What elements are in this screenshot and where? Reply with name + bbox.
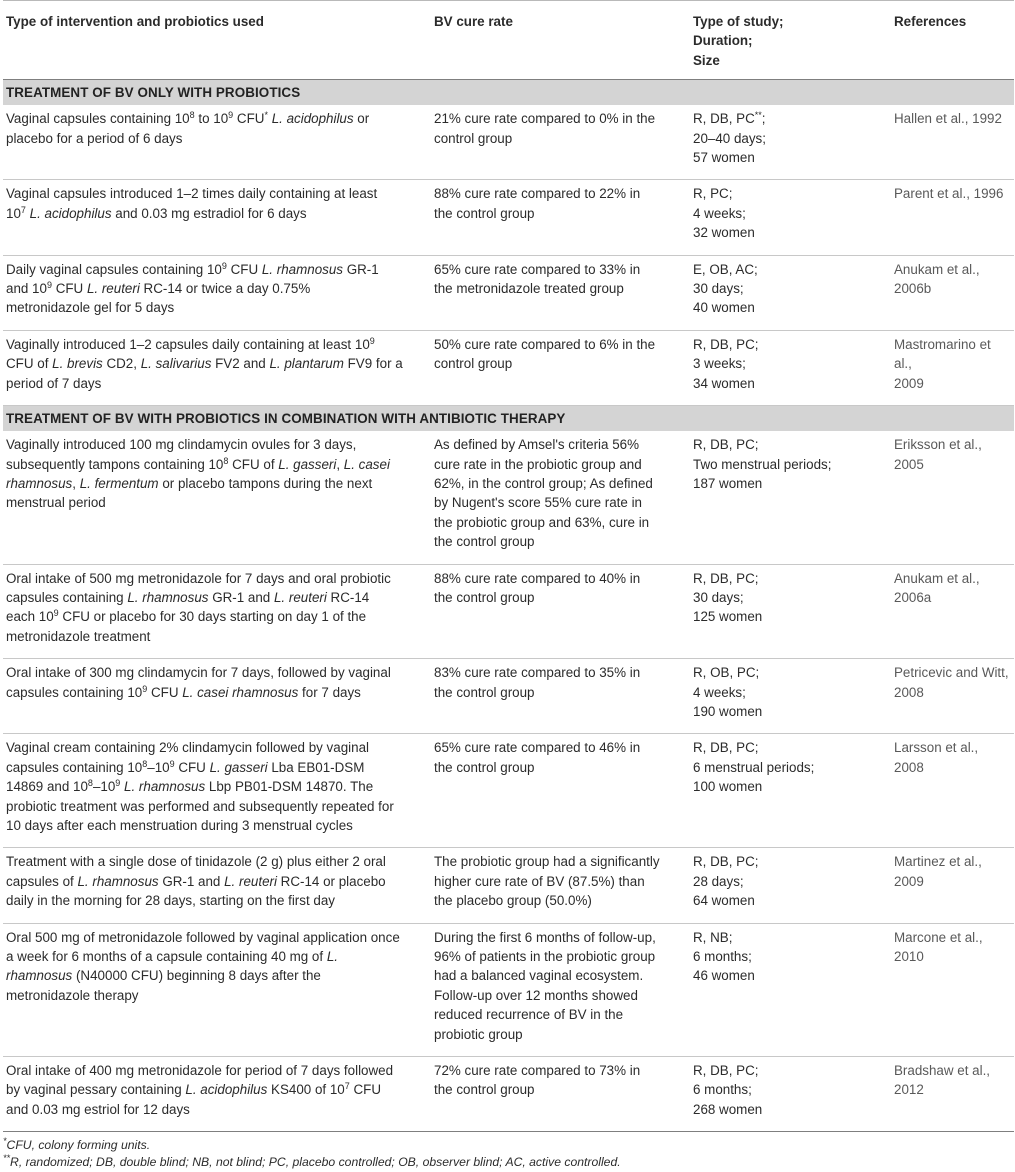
text-segment: Vaginal capsules containing 10 — [6, 111, 190, 127]
cure-line: 83% cure rate compared to 35% in — [434, 665, 641, 681]
text-segment: Lbp PB01-DSM 14870. The — [205, 779, 374, 795]
text-segment: Oral intake of 500 mg metronidazole for 7 days and oral probiotic — [6, 570, 391, 586]
study-cell — [690, 564, 891, 659]
study-line: R, DB, PC; — [693, 740, 759, 756]
cure-rate-cell — [431, 431, 690, 564]
text-segment: Vaginally introduced 1–2 capsules daily containing at least 10 — [6, 336, 370, 352]
reference-cell — [891, 180, 1014, 255]
section-title: TREATMENT OF BV WITH PROBIOTICS IN COMBINATION WITH ANTIBIOTIC THERAPY — [3, 406, 1014, 432]
text-line — [6, 109, 427, 128]
table-body — [3, 80, 1014, 1132]
text-line — [6, 928, 427, 947]
study-cell — [690, 330, 891, 405]
reference-line: Anukam et al., — [894, 570, 980, 586]
superscript: 8 — [87, 778, 93, 789]
cure-line: Follow-up over 12 months showed — [434, 987, 638, 1003]
table-row — [3, 848, 1014, 923]
header-references: References — [891, 1, 1014, 80]
text-segment: Oral 500 mg of metronidazole followed by vaginal application once — [6, 929, 400, 945]
text-line — [6, 986, 427, 1005]
study-line: R, OB, PC; — [693, 665, 760, 681]
text-segment: CD2, — [102, 356, 141, 372]
text-segment: CFU — [174, 759, 210, 775]
table-row — [3, 431, 1014, 564]
text-segment: , — [72, 475, 80, 491]
species-name: L. acidophilus — [185, 1082, 268, 1098]
text-segment: or — [353, 111, 370, 127]
reference-line: 2012 — [894, 1082, 924, 1098]
reference-line: 2008 — [894, 684, 924, 700]
superscript: 9 — [221, 260, 227, 271]
footnote-text: CFU, colony forming units. — [6, 1138, 151, 1153]
cure-rate-cell — [431, 848, 690, 923]
text-segment: capsules containing 10 — [6, 684, 143, 700]
species-name: L. reuteri — [224, 873, 277, 889]
text-segment: for 7 days — [298, 684, 361, 700]
study-cell — [690, 431, 891, 564]
study-cell — [690, 255, 891, 330]
cure-line: the placebo group (50.0%) — [434, 893, 592, 909]
intervention-cell — [3, 180, 431, 255]
text-line — [6, 569, 427, 588]
superscript: 9 — [53, 608, 59, 619]
probiotics-bv-table — [3, 0, 1014, 1132]
species-name: L. — [326, 949, 338, 965]
table-row — [3, 564, 1014, 659]
footnote-marker: ** — [3, 1153, 11, 1164]
text-line — [6, 1080, 427, 1099]
study-line: 125 women — [693, 609, 763, 625]
cure-line: reduced recurrence of BV in the — [434, 1007, 624, 1023]
text-line — [6, 627, 427, 646]
species-name: L. rhamnosus — [261, 261, 343, 277]
superscript: 7 — [20, 204, 26, 215]
text-line — [6, 474, 427, 493]
reference-line: Petricevic and Witt, — [894, 665, 1009, 681]
text-line — [6, 816, 427, 835]
study-line: R, DB, PC; — [693, 1063, 759, 1079]
study-line: 30 days; — [693, 281, 744, 297]
superscript: 9 — [228, 110, 234, 121]
reference-line: Bradshaw et al., — [894, 1063, 991, 1079]
species-name: rhamnosus — [6, 475, 73, 491]
text-segment: each 10 — [6, 609, 54, 625]
cure-rate-cell — [431, 564, 690, 659]
text-line — [6, 797, 427, 816]
intervention-cell — [3, 659, 431, 734]
text-segment: and 0.03 mg estriol for 12 days — [6, 1101, 190, 1117]
study-line: 6 menstrual periods; — [693, 759, 815, 775]
cure-line: 65% cure rate compared to 33% in — [434, 261, 641, 277]
text-line — [6, 184, 427, 203]
text-segment: placebo for a period of 6 days — [6, 130, 183, 146]
text-segment: and 10 — [6, 281, 47, 297]
cure-line: control group — [434, 130, 513, 146]
cure-line: The probiotic group had a significantly — [434, 854, 660, 870]
table-row — [3, 180, 1014, 255]
study-line: 46 women — [693, 968, 755, 984]
reference-line: Eriksson et al., 2005 — [894, 437, 982, 472]
cure-line: the metronidazole treated group — [434, 281, 624, 297]
text-segment: Treatment with a single dose of tinidazole (2 g) plus either 2 oral — [6, 854, 386, 870]
text-segment: GR-1 — [343, 261, 379, 277]
text-segment: 10 — [6, 205, 21, 221]
footnote — [3, 1137, 1014, 1154]
species-name: L. rhamnosus — [77, 873, 159, 889]
reference-line: 2006b — [894, 281, 932, 297]
cure-line: 96% of patients in the probiotic group — [434, 949, 656, 965]
text-segment: metronidazole therapy — [6, 987, 139, 1003]
reference-cell — [891, 431, 1014, 564]
study-line: R, NB; — [693, 929, 733, 945]
text-line — [6, 493, 427, 512]
text-segment: CFU — [233, 111, 265, 127]
reference-line: Mastromarino et al., — [894, 336, 991, 372]
cure-line: the control group — [434, 684, 535, 700]
table-header-row — [3, 1, 1014, 80]
study-line: 6 months; — [693, 949, 752, 965]
cure-line: 88% cure rate compared to 40% in — [434, 570, 641, 586]
study-cell — [690, 848, 891, 923]
text-line — [6, 852, 427, 871]
text-segment: Vaginal cream containing 2% clindamycin followed by vaginal — [6, 740, 369, 756]
text-segment: CFU — [349, 1082, 381, 1098]
table-row — [3, 734, 1014, 848]
text-line — [6, 204, 427, 223]
intervention-cell — [3, 105, 431, 180]
text-line — [6, 435, 427, 454]
text-line — [6, 758, 427, 777]
study-line: E, OB, AC; — [693, 261, 758, 277]
reference-cell — [891, 659, 1014, 734]
text-segment: Lba EB01-DSM — [267, 759, 365, 775]
study-line: 4 weeks; — [693, 684, 746, 700]
reference-line: Parent et al., 1996 — [894, 186, 1004, 202]
study-line: 20–40 days; — [693, 130, 766, 146]
text-segment: period of 7 days — [6, 375, 102, 391]
study-line: 28 days; — [693, 873, 744, 889]
superscript: 8 — [189, 110, 195, 121]
text-segment: daily in the morning for 28 days, starting on the first day — [6, 893, 335, 909]
cure-line: During the first 6 months of follow-up, — [434, 929, 656, 945]
cure-line: the control group — [434, 759, 535, 775]
study-cell — [690, 734, 891, 848]
species-name: L. rhamnosus — [124, 779, 206, 795]
footnote — [3, 1154, 1014, 1171]
text-segment: FV9 for a — [343, 356, 403, 372]
header-intervention: Type of intervention and probiotics used — [3, 1, 431, 80]
species-name: L. plantarum — [269, 356, 344, 372]
superscript: 7 — [344, 1081, 350, 1092]
reference-line: Hallen et al., 1992 — [894, 111, 1002, 127]
header-study-type: Type of study; Duration; Size — [690, 1, 891, 80]
intervention-cell — [3, 923, 431, 1056]
footnotes — [3, 1137, 1014, 1171]
text-segment: CFU — [226, 261, 262, 277]
cure-line: 50% cure rate compared to 6% in the — [434, 336, 656, 352]
text-line — [6, 738, 427, 757]
cure-line: the control group — [434, 589, 535, 605]
text-segment: CFU or placebo for 30 days starting on day 1 of the — [58, 609, 367, 625]
text-segment: R, DB, PC — [693, 111, 755, 127]
text-segment: capsules containing 10 — [6, 759, 143, 775]
text-segment: Vaginally introduced 100 mg clindamycin ovules for 3 days, — [6, 437, 357, 453]
superscript: 8 — [223, 455, 229, 466]
text-line — [6, 455, 427, 474]
study-line: R, DB, PC; — [693, 570, 759, 586]
study-cell — [690, 659, 891, 734]
study-line: 34 women — [693, 375, 755, 391]
study-line: 32 women — [693, 225, 755, 241]
cure-line: 65% cure rate compared to 46% in — [434, 740, 641, 756]
cure-line: cure rate in the probiotic group and — [434, 456, 642, 472]
text-line — [6, 588, 427, 607]
study-line: R, PC; — [693, 186, 733, 202]
intervention-cell — [3, 848, 431, 923]
species-name: L. gasseri — [209, 759, 268, 775]
study-line: 6 months; — [693, 1082, 752, 1098]
cure-line: As defined by Amsel's criteria 56% — [434, 437, 639, 453]
intervention-cell — [3, 1057, 431, 1132]
cure-line: the probiotic group and 63%, cure in — [434, 514, 650, 530]
cure-line: the control group — [434, 1082, 535, 1098]
species-name: L. reuteri — [86, 281, 140, 297]
study-line: R, DB, PC; — [693, 854, 759, 870]
table-row — [3, 1057, 1014, 1132]
table-row — [3, 255, 1014, 330]
study-line: 100 women — [693, 779, 763, 795]
text-segment: menstrual period — [6, 495, 106, 511]
cure-line: the control group — [434, 205, 535, 221]
cure-rate-cell — [431, 330, 690, 405]
reference-cell — [891, 564, 1014, 659]
text-segment: capsules of — [6, 873, 78, 889]
study-line: 40 women — [693, 300, 755, 316]
species-name: L. gasseri — [278, 456, 337, 472]
cure-line: 72% cure rate compared to 73% in — [434, 1063, 641, 1079]
text-segment: 14869 and 10 — [6, 779, 88, 795]
text-segment: RC-14 or twice a day 0.75% — [139, 281, 311, 297]
intervention-cell — [3, 431, 431, 564]
text-segment: to 10 — [194, 111, 229, 127]
superscript: 9 — [369, 335, 375, 346]
text-segment: a week for 6 months of a capsule containing 40 mg of — [6, 949, 327, 965]
reference-cell — [891, 330, 1014, 405]
reference-cell — [891, 1057, 1014, 1132]
text-segment: metronidazole gel for 5 days — [6, 300, 175, 316]
reference-cell — [891, 734, 1014, 848]
cure-rate-cell — [431, 734, 690, 848]
text-segment: CFU of — [6, 356, 53, 372]
text-segment: Oral intake of 400 mg metronidazole for period of 7 days followed — [6, 1063, 394, 1079]
species-name: L. acidophilus — [271, 111, 354, 127]
species-name: L. fermentum — [79, 475, 159, 491]
superscript: * — [264, 110, 268, 121]
text-segment: GR-1 and — [208, 589, 274, 605]
text-segment: 10 days after each menstruation during 3 menstrual cycles — [6, 818, 353, 833]
species-name: L. rhamnosus — [127, 589, 209, 605]
cure-line: 88% cure rate compared to 22% in — [434, 186, 641, 202]
text-segment: GR-1 and — [158, 873, 225, 889]
superscript: 9 — [46, 280, 52, 291]
study-line: 4 weeks; — [693, 205, 746, 221]
text-line — [6, 663, 427, 682]
table-row — [3, 330, 1014, 405]
text-line — [6, 354, 427, 373]
text-segment: probiotic treatment was performed and subsequently repeated for — [6, 798, 394, 814]
text-segment: –10 — [92, 779, 116, 795]
cure-rate-cell — [431, 105, 690, 180]
study-line: 190 women — [693, 703, 763, 719]
table-row — [3, 659, 1014, 734]
intervention-cell — [3, 734, 431, 848]
cure-line: higher cure rate of BV (87.5%) than — [434, 873, 645, 889]
text-line — [6, 260, 427, 279]
reference-line: Anukam et al., — [894, 261, 980, 277]
text-segment: capsules containing — [6, 589, 128, 605]
cure-line: the control group — [434, 534, 535, 550]
superscript: 9 — [115, 778, 121, 789]
text-segment: CFU of — [228, 456, 279, 472]
intervention-cell — [3, 564, 431, 659]
cure-rate-cell — [431, 659, 690, 734]
text-segment: CFU — [147, 684, 183, 700]
text-segment: RC-14 or placebo — [276, 873, 386, 889]
text-segment: Oral intake of 300 mg clindamycin for 7 days, followed by vaginal — [6, 665, 391, 681]
superscript: 9 — [169, 758, 175, 769]
study-line: 3 weeks; — [693, 356, 746, 372]
text-line — [6, 966, 427, 985]
reference-line: 2009 — [894, 375, 924, 391]
text-segment: (N40000 CFU) beginning 8 days after the — [72, 968, 321, 984]
footnote-text: R, randomized; DB, double blind; NB, not blind; PC, placebo controlled; OB, observer blind; AC, active controlled. — [10, 1155, 621, 1170]
text-segment: FV2 and — [211, 356, 270, 372]
text-line — [6, 298, 427, 317]
study-line: R, DB, PC; — [693, 336, 759, 352]
text-segment: RC-14 — [326, 589, 370, 605]
study-cell — [690, 105, 891, 180]
study-line: 64 women — [693, 893, 755, 909]
text-line — [6, 129, 427, 148]
cure-line: 21% cure rate compared to 0% in the — [434, 111, 656, 127]
section-title: TREATMENT OF BV ONLY WITH PROBIOTICS — [3, 80, 1014, 106]
cure-line: control group — [434, 356, 513, 372]
text-line — [6, 1061, 427, 1080]
study-line: Two menstrual periods; — [693, 456, 832, 472]
text-segment: Daily vaginal capsules containing 10 — [6, 261, 222, 277]
study-cell — [690, 923, 891, 1056]
text-segment: and 0.03 mg estradiol for 6 days — [111, 205, 307, 221]
text-segment: Vaginal capsules introduced 1–2 times daily containing at least — [6, 186, 378, 202]
cure-line: had a balanced vaginal ecosystem. — [434, 968, 644, 984]
footnote-marker: * — [3, 1136, 7, 1147]
study-line: R, DB, PC; — [693, 437, 759, 453]
section-header-row — [3, 406, 1014, 432]
text-segment: KS400 of 10 — [267, 1082, 345, 1098]
species-name: L. casei — [343, 456, 390, 472]
reference-cell — [891, 105, 1014, 180]
reference-cell — [891, 923, 1014, 1056]
species-name: L. acidophilus — [29, 205, 112, 221]
text-line — [6, 335, 427, 354]
reference-cell — [891, 255, 1014, 330]
cure-rate-cell — [431, 923, 690, 1056]
text-line — [6, 777, 427, 796]
species-name: L. brevis — [52, 356, 103, 372]
species-name: L. reuteri — [273, 589, 327, 605]
cure-line: probiotic group — [434, 1026, 523, 1042]
reference-line: Marcone et al., 2010 — [894, 929, 983, 965]
text-segment: ; — [761, 111, 766, 127]
cure-line: by Nugent's score 55% cure rate in — [434, 495, 642, 511]
superscript: 9 — [142, 683, 148, 694]
intervention-cell — [3, 330, 431, 405]
study-cell — [690, 180, 891, 255]
species-name: L. casei rhamnosus — [182, 684, 299, 700]
text-line — [6, 607, 427, 626]
text-line — [6, 891, 427, 910]
text-segment: , — [336, 456, 344, 472]
cure-line: 62%, in the control group; As defined — [434, 475, 653, 491]
species-name: rhamnosus — [6, 968, 73, 984]
study-line: 30 days; — [693, 589, 744, 605]
study-line: 57 women — [693, 150, 755, 166]
superscript: ** — [754, 110, 762, 121]
table-row — [3, 105, 1014, 180]
text-segment: by vaginal pessary containing — [6, 1082, 186, 1098]
study-cell — [690, 1057, 891, 1132]
study-line — [693, 109, 887, 128]
study-line: 187 women — [693, 475, 763, 491]
superscript: 8 — [142, 758, 148, 769]
cure-rate-cell — [431, 180, 690, 255]
header-cure-rate: BV cure rate — [431, 1, 690, 80]
intervention-cell — [3, 255, 431, 330]
reference-line: 2006a — [894, 589, 932, 605]
table-row — [3, 923, 1014, 1056]
text-line — [6, 872, 427, 891]
text-line — [6, 1100, 427, 1119]
text-segment: metronidazole treatment — [6, 628, 151, 644]
text-segment: –10 — [147, 759, 170, 775]
cure-rate-cell — [431, 255, 690, 330]
section-header-row — [3, 80, 1014, 106]
reference-cell — [891, 848, 1014, 923]
text-segment: or placebo tampons during the next — [158, 475, 373, 491]
reference-line: Larsson et al., 2008 — [894, 740, 979, 775]
text-segment: subsequently tampons containing 10 — [6, 456, 224, 472]
species-name: L. salivarius — [140, 356, 212, 372]
text-line — [6, 374, 427, 393]
reference-line: Martinez et al., 2009 — [894, 854, 982, 889]
cure-rate-cell — [431, 1057, 690, 1132]
text-line — [6, 279, 427, 298]
study-line: 268 women — [693, 1101, 763, 1117]
text-line — [6, 683, 427, 702]
text-segment: CFU — [51, 281, 87, 297]
text-line — [6, 947, 427, 966]
